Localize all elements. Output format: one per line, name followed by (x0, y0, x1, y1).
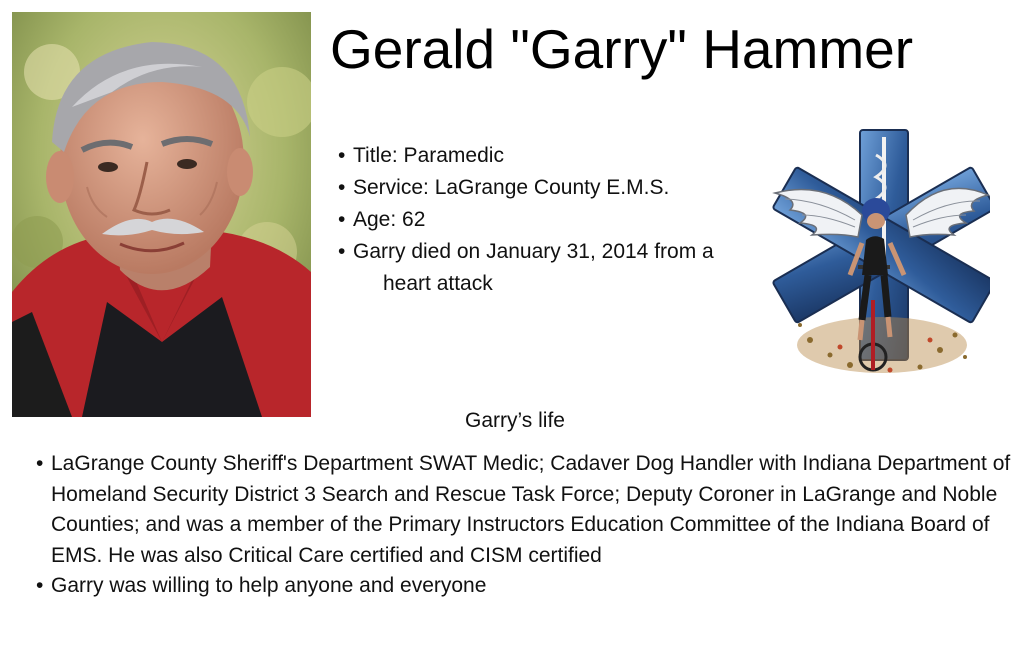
life-item-text: LaGrange County Sheriff's Department SWAT Medic; Cadaver Dog Handler with Indiana Department of Homeland Security District 3 Search and Rescue Task Force; Deputy Coroner in LaGrange and Noble Counties; and was a member of the Primary Instructors Education Committee of the Indiana Board of EMS. He was also Critical Care certified and CISM certified (51, 452, 1011, 567)
bullet: • (36, 452, 44, 475)
life-heading: Garry’s life (465, 409, 565, 432)
facts-list (338, 140, 768, 300)
fact-text: Garry died on January 31, 2014 from a (353, 240, 714, 263)
page-title: Gerald "Garry" Hammer (330, 18, 914, 80)
fact-service (338, 172, 768, 204)
portrait-illustration (12, 12, 311, 417)
life-item-text: Garry was willing to help anyone and everyone (51, 574, 487, 597)
life-item (36, 571, 1011, 602)
fact-title (338, 140, 768, 172)
fact-death (338, 236, 768, 300)
portrait-photo (12, 12, 311, 417)
bullet: • (338, 208, 346, 231)
bullet: • (338, 144, 346, 167)
bullet: • (338, 240, 346, 263)
fact-age (338, 204, 768, 236)
ems-star-of-life-emblem (770, 125, 990, 383)
fact-text: Service: LaGrange County E.M.S. (353, 176, 670, 199)
fact-text: Age: 62 (353, 208, 426, 231)
bullet: • (36, 574, 44, 597)
star-of-life-icon (770, 125, 990, 383)
fact-text: Title: Paramedic (353, 144, 504, 167)
bullet: • (338, 176, 346, 199)
life-list (36, 449, 1011, 602)
life-item (36, 449, 1011, 571)
fact-text-continuation: heart attack (383, 272, 493, 295)
